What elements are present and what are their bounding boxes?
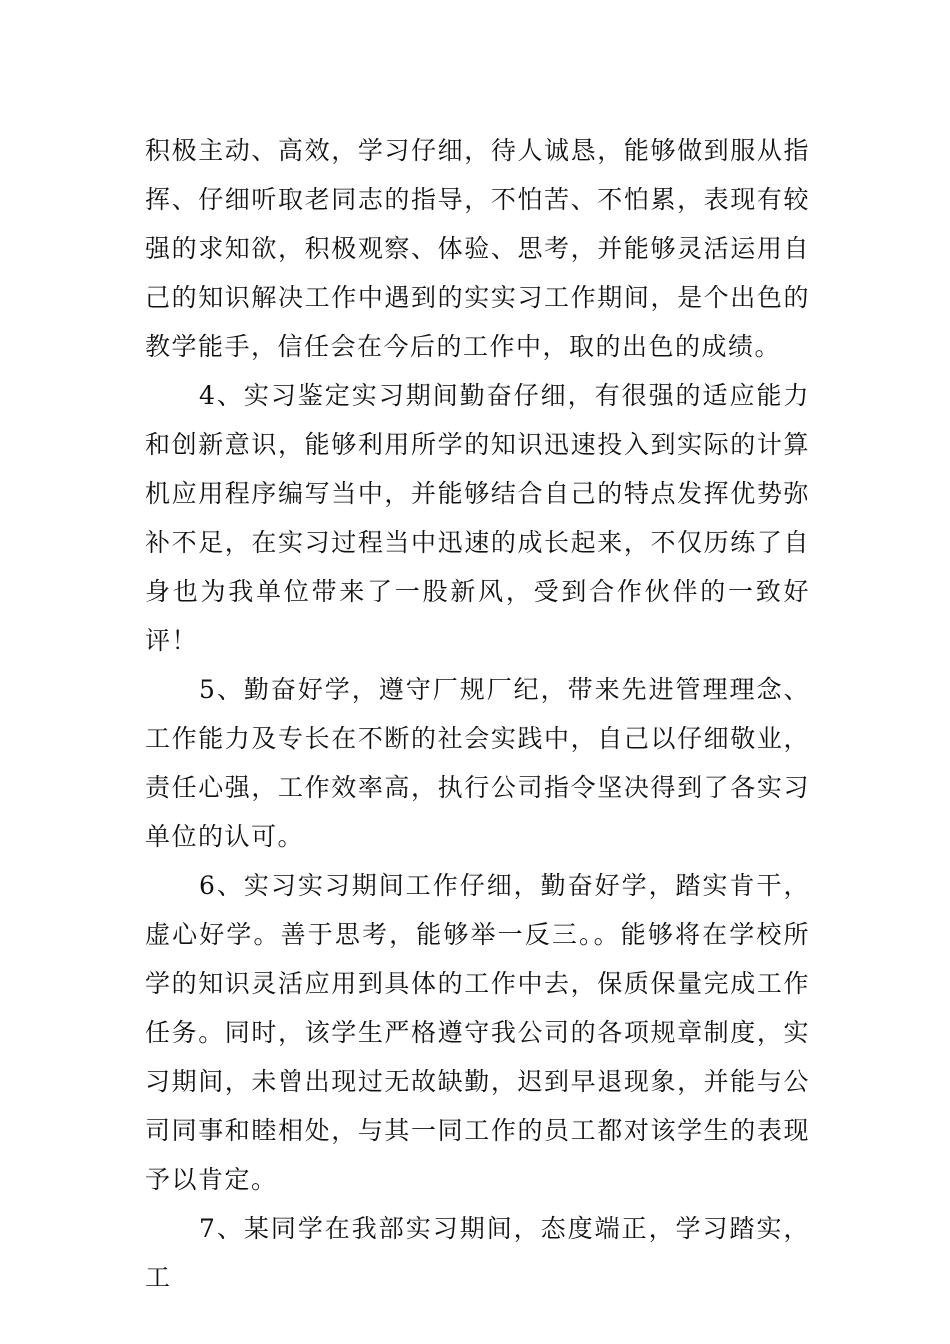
paragraph-item-7: 7、某同学在我部实习期间，态度端正，学习踏实，工	[145, 1214, 810, 1292]
paragraph-item-4: 4、实习鉴定实习期间勤奋仔细，有很强的适应能力和创新意识，能够利用所学的知识迅速投入到实际的计算机应用程序编写当中，并能够结合自己的特点发挥优势弥补不足，在实习过程当中迅速的成长起来，不仅历练了自身也为我单位带来了一股新风，受到合作伙伴的一致好评！	[145, 381, 810, 655]
paragraph-item-6: 6、实习实习期间工作仔细，勤奋好学，踏实肯干，虚心好学。善于思考，能够举一反三。。能够将在学校所学的知识灵活应用到具体的工作中去，保质保量完成工作任务。同时，该学生严格遵守我公司的各项规章制度，实习期间，未曾出现过无故缺勤，迟到早退现象，并能与公司同事和睦相处，与其一同工作的员工都对该学生的表现予以肯定。	[145, 871, 810, 1194]
document-body	[145, 126, 810, 1302]
paragraph-item-5: 5、勤奋好学，遵守厂规厂纪，带来先进管理理念、工作能力及专长在不断的社会实践中，自己以仔细敬业，责任心强，工作效率高，执行公司指令坚决得到了各实习单位的认可。	[145, 675, 810, 851]
paragraph-continuation: 积极主动、高效，学习仔细，待人诚恳，能够做到服从指挥、仔细听取老同志的指导，不怕苦、不怕累，表现有较强的求知欲，积极观察、体验、思考，并能够灵活运用自己的知识解决工作中遇到的实实习工作期间，是个出色的教学能手，信任会在今后的工作中，取的出色的成绩。	[145, 136, 810, 361]
